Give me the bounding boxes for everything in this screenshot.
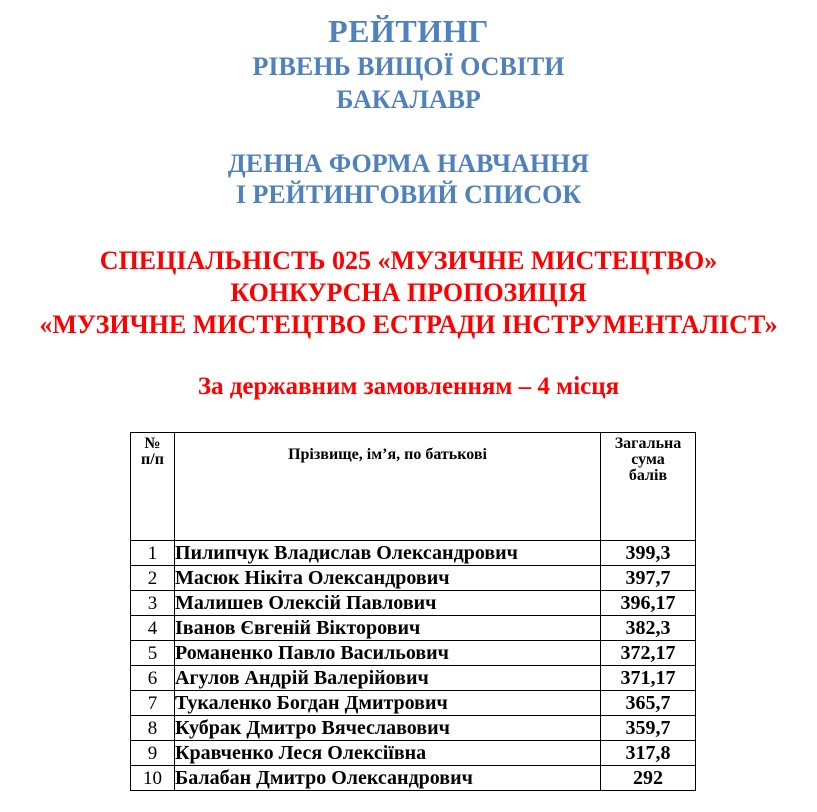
table-row — [131, 616, 696, 641]
applicant-name: Пилипчук Владислав Олександрович — [175, 541, 601, 566]
column-header-name-label: Прізвище, ім’я, по батькові — [288, 446, 487, 463]
ranking-table — [130, 432, 696, 791]
table-row — [131, 666, 696, 691]
row-number: 6 — [131, 666, 175, 691]
column-header-name — [175, 433, 601, 541]
applicant-score: 317,8 — [601, 741, 696, 766]
applicant-score: 397,7 — [601, 566, 696, 591]
applicant-score: 372,17 — [601, 641, 696, 666]
column-header-score-line3: балів — [628, 467, 668, 484]
education-level: РІВЕНЬ ВИЩОЇ ОСВІТИ — [252, 52, 565, 81]
column-header-number-line2: п/п — [141, 451, 164, 468]
applicant-score: 382,3 — [601, 616, 696, 641]
applicant-name: Іванов Євгеній Вікторович — [175, 616, 601, 641]
row-number: 4 — [131, 616, 175, 641]
row-number: 7 — [131, 691, 175, 716]
competition-label: КОНКУРСНА ПРОПОЗИЦІЯ — [230, 278, 587, 307]
table-row — [131, 566, 696, 591]
column-header-number — [131, 433, 175, 541]
table-row — [131, 716, 696, 741]
state-order-note: За державним замовленням – 4 місця — [197, 373, 620, 400]
table-row — [131, 591, 696, 616]
row-number: 8 — [131, 716, 175, 741]
table-row — [131, 766, 696, 791]
program-title: «МУЗИЧНЕ МИСТЕЦТВО ЕСТРАДИ ІНСТРУМЕНТАЛІСТ» — [39, 310, 778, 339]
degree-name: БАКАЛАВР — [336, 85, 481, 114]
applicant-name: Кубрак Дмитро Вячеславович — [175, 716, 601, 741]
applicant-score: 396,17 — [601, 591, 696, 616]
applicant-score: 359,7 — [601, 716, 696, 741]
row-number: 10 — [131, 766, 175, 791]
column-header-score — [601, 433, 696, 541]
study-form: ДЕННА ФОРМА НАВЧАННЯ — [227, 149, 590, 178]
applicant-name: Агулов Андрій Валерійович — [175, 666, 601, 691]
column-header-score-line1: Загальна — [614, 435, 682, 452]
applicant-name: Тукаленко Богдан Дмитрович — [175, 691, 601, 716]
applicant-name: Романенко Павло Васильович — [175, 641, 601, 666]
table-row — [131, 641, 696, 666]
applicant-name: Балабан Дмитро Олександрович — [175, 766, 601, 791]
applicant-score: 371,17 — [601, 666, 696, 691]
applicant-score: 399,3 — [601, 541, 696, 566]
row-number: 5 — [131, 641, 175, 666]
applicant-score: 292 — [601, 766, 696, 791]
list-name: І РЕЙТИНГОВИЙ СПИСОК — [235, 180, 582, 209]
page-title: РЕЙТИНГ — [328, 13, 489, 49]
table-row — [131, 691, 696, 716]
row-number: 9 — [131, 741, 175, 766]
table-row — [131, 741, 696, 766]
applicant-name: Масюк Нікіта Олександрович — [175, 566, 601, 591]
specialty-title: СПЕЦІАЛЬНІСТЬ 025 «МУЗИЧНЕ МИСТЕЦТВО» — [99, 246, 718, 275]
applicant-name: Кравченко Леся Олексіївна — [175, 741, 601, 766]
applicant-name: Малишев Олексій Павлович — [175, 591, 601, 616]
table-header-row — [131, 433, 696, 541]
table-body — [131, 541, 696, 791]
applicant-score: 365,7 — [601, 691, 696, 716]
row-number: 2 — [131, 566, 175, 591]
table-row — [131, 541, 696, 566]
row-number: 3 — [131, 591, 175, 616]
row-number: 1 — [131, 541, 175, 566]
column-header-number-line1: № — [144, 435, 161, 452]
column-header-score-line2: сума — [631, 451, 665, 468]
